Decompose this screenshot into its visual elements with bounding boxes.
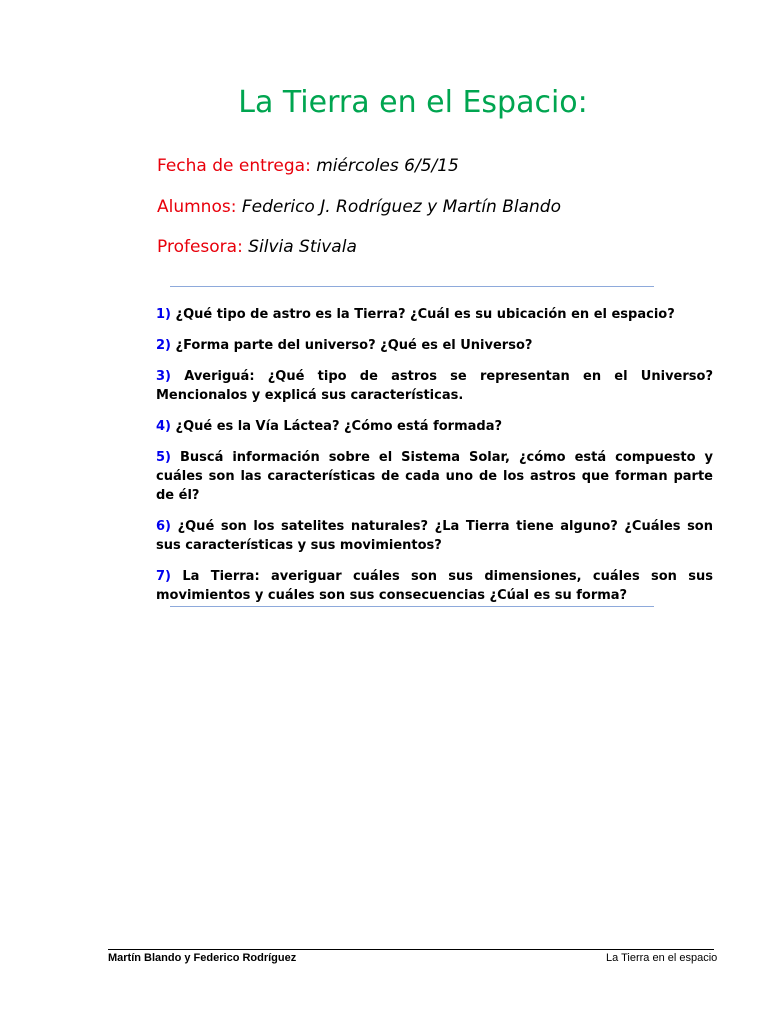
question-number: 7) xyxy=(156,569,171,584)
question-number: 2) xyxy=(156,338,171,353)
document-title: La Tierra en el Espacio: xyxy=(238,85,588,120)
question-text: ¿Forma parte del universo? ¿Qué es el Universo? xyxy=(175,338,533,353)
due-date-label: Fecha de entrega xyxy=(157,156,306,176)
due-date-line xyxy=(157,155,459,177)
divider-top xyxy=(170,286,654,287)
footer-authors: Martín Blando y Federico Rodríguez xyxy=(108,952,297,964)
question-text: ¿Qué son los satelites naturales? ¿La Tierra tiene alguno? ¿Cuáles son sus características y sus movimientos? xyxy=(156,519,713,553)
divider-bottom xyxy=(170,606,654,607)
due-date-colon: : xyxy=(305,156,311,176)
teacher-line xyxy=(157,236,357,258)
question-text: Averiguá: ¿Qué tipo de astros se representan en el Universo? Mencionalos y explicá sus características. xyxy=(156,369,713,403)
question-item xyxy=(156,336,713,355)
questions-list xyxy=(156,305,713,617)
footer-divider xyxy=(108,949,714,950)
students-label: Alumnos xyxy=(157,197,231,217)
question-number: 6) xyxy=(156,519,171,534)
question-text: ¿Qué es la Vía Láctea? ¿Cómo está formada? xyxy=(175,419,503,434)
question-number: 3) xyxy=(156,369,171,384)
question-item xyxy=(156,417,713,436)
teacher-label: Profesora xyxy=(157,237,238,257)
question-text: La Tierra: averiguar cuáles son sus dimensiones, cuáles son sus movimientos y cuáles son sus consecuencias ¿Cúal es su forma? xyxy=(156,569,713,603)
students-line xyxy=(157,196,561,218)
question-item xyxy=(156,517,713,555)
teacher-colon: : xyxy=(237,237,243,257)
students-value: Federico J. Rodríguez y Martín Blando xyxy=(241,197,561,217)
question-item xyxy=(156,305,713,324)
question-number: 4) xyxy=(156,419,171,434)
question-item xyxy=(156,567,713,605)
students-colon: : xyxy=(230,197,237,217)
question-text: Buscá información sobre el Sistema Solar, ¿cómo está compuesto y cuáles son las características de cada uno de los astros que forman parte de él? xyxy=(156,450,713,503)
question-item xyxy=(156,367,713,405)
question-text: ¿Qué tipo de astro es la Tierra? ¿Cuál es su ubicación en el espacio? xyxy=(175,307,675,322)
footer-doc-title: La Tierra en el espacio xyxy=(606,952,718,964)
question-number: 5) xyxy=(156,450,171,465)
question-number: 1) xyxy=(156,307,171,322)
due-date-value: miércoles 6/5/15 xyxy=(316,156,459,176)
teacher-value: Silvia Stivala xyxy=(248,237,357,257)
question-item xyxy=(156,448,713,505)
